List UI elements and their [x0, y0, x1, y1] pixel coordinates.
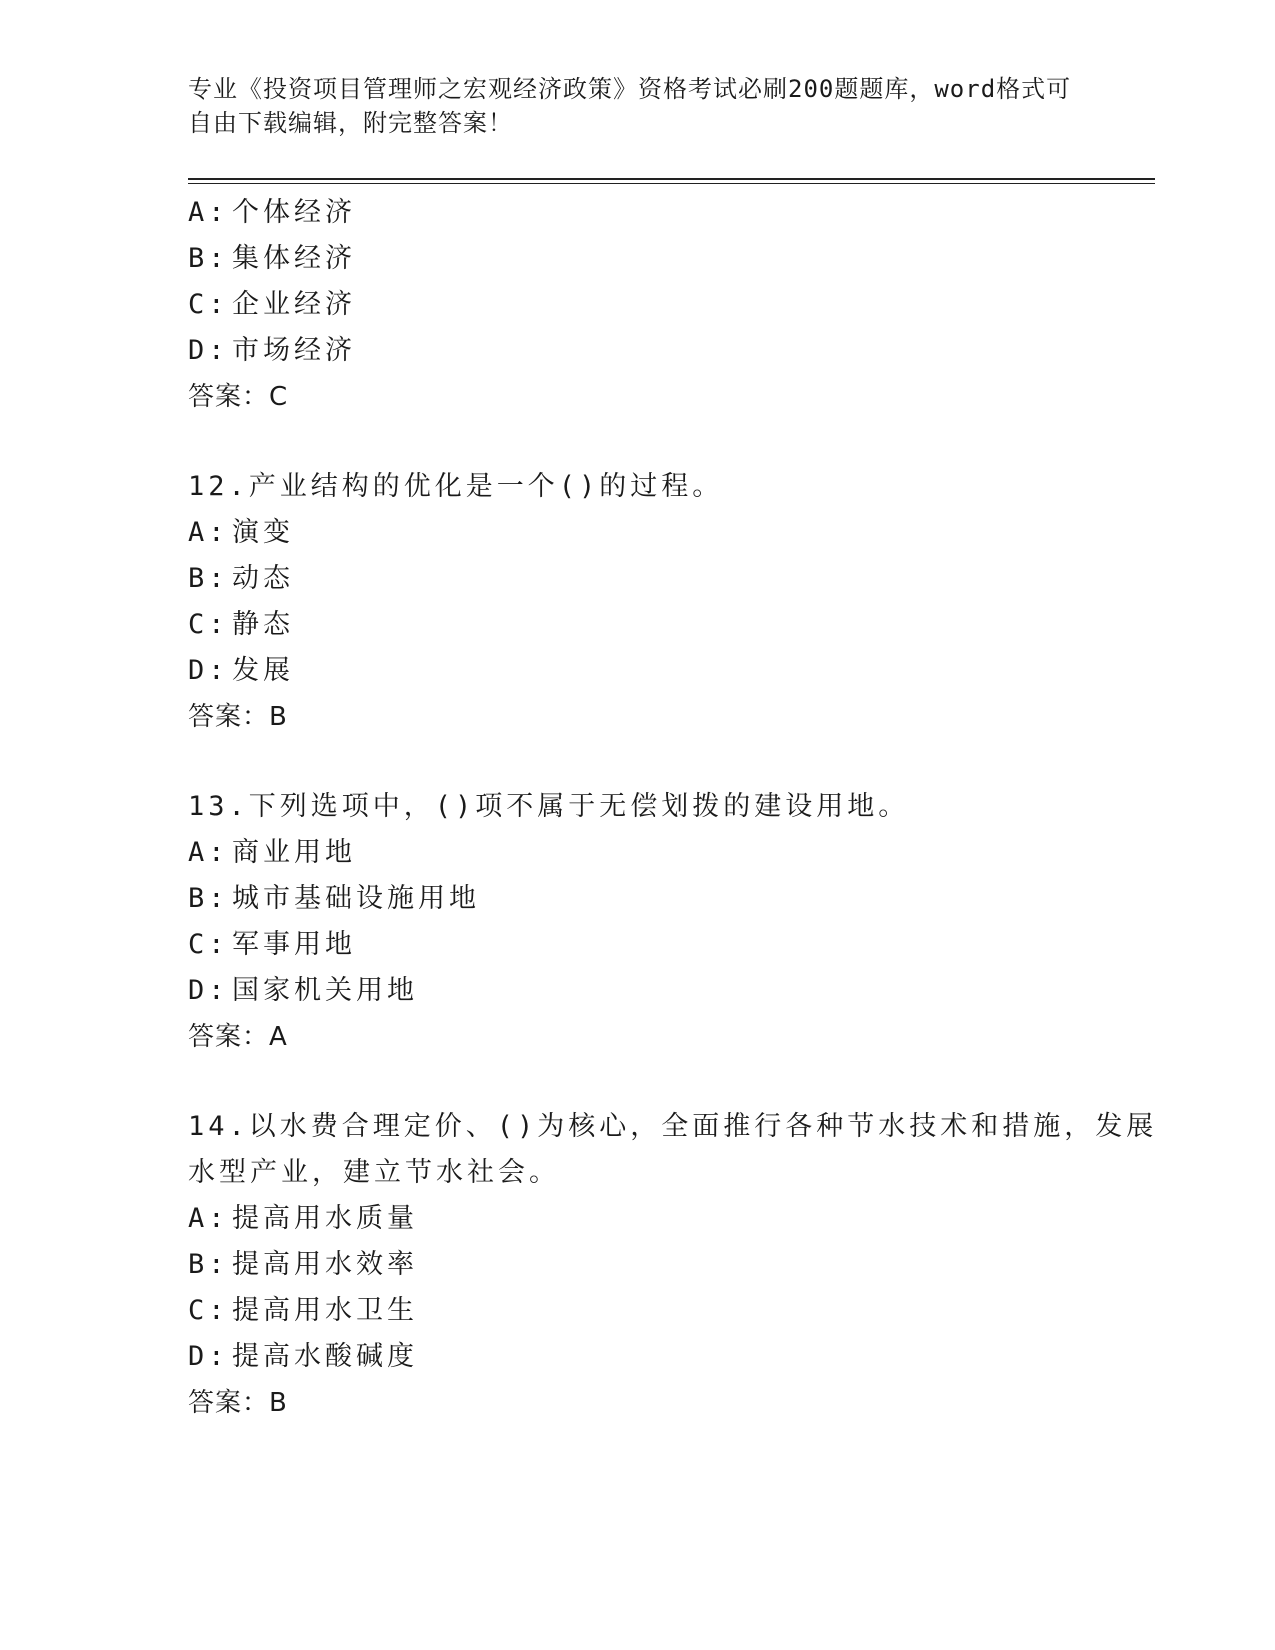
- answer-line: 答案：C: [188, 382, 289, 412]
- header-line-2: 自由下载编辑，附完整答案！: [188, 109, 513, 137]
- header-divider-thin: [188, 183, 1155, 184]
- option-c: [188, 282, 1088, 328]
- question-stem: 12.产业结构的优化是一个()的过程。: [188, 471, 724, 502]
- option-text: 静态: [232, 609, 294, 640]
- option-text: 集体经济: [232, 243, 356, 274]
- option-text: 发展: [232, 655, 294, 686]
- document-header: [188, 72, 1088, 140]
- option-b: [188, 1242, 1088, 1288]
- option-letter: D:: [188, 975, 229, 1006]
- option-b: [188, 236, 1088, 282]
- option-letter: C:: [188, 1295, 229, 1326]
- option-letter: B:: [188, 563, 229, 594]
- question-block-12: [188, 464, 1088, 740]
- option-c: [188, 602, 1088, 648]
- question-stem: 13.下列选项中，()项不属于无偿划拨的建设用地。: [188, 791, 910, 822]
- question-block-14: [188, 1104, 1158, 1426]
- option-text: 提高用水质量: [232, 1203, 418, 1234]
- option-b: [188, 876, 1088, 922]
- option-letter: C:: [188, 929, 229, 960]
- option-text: 市场经济: [232, 335, 356, 366]
- answer-line: 答案：B: [188, 702, 288, 732]
- option-letter: A:: [188, 1203, 229, 1234]
- option-text: 城市基础设施用地: [232, 883, 480, 914]
- option-a: [188, 1196, 1088, 1242]
- option-d: [188, 328, 1088, 374]
- question-block-11: [188, 190, 1088, 420]
- option-text: 国家机关用地: [232, 975, 418, 1006]
- option-text: 动态: [232, 563, 294, 594]
- option-letter: A:: [188, 837, 229, 868]
- option-letter: C:: [188, 289, 229, 320]
- question-stem-line-1: 14.以水费合理定价、()为核心，全面推行各种节水技术和措施，发展: [188, 1111, 1158, 1142]
- option-letter: D:: [188, 655, 229, 686]
- header-divider-thick: [188, 178, 1155, 180]
- option-letter: A:: [188, 517, 229, 548]
- option-letter: A:: [188, 197, 229, 228]
- option-text: 演变: [232, 517, 294, 548]
- option-d: [188, 968, 1088, 1014]
- option-text: 个体经济: [232, 197, 356, 228]
- question-block-13: [188, 784, 1088, 1060]
- option-d: [188, 1334, 1088, 1380]
- answer-line: 答案：B: [188, 1388, 288, 1418]
- option-letter: D:: [188, 1341, 229, 1372]
- option-text: 军事用地: [232, 929, 356, 960]
- option-text: 提高水酸碱度: [232, 1341, 418, 1372]
- question-list: [188, 190, 1158, 1426]
- option-b: [188, 556, 1088, 602]
- question-stem-line-2: 水型产业，建立节水社会。: [188, 1157, 560, 1188]
- header-line-1: 专业《投资项目管理师之宏观经济政策》资格考试必刷200题题库，word格式可: [188, 75, 1072, 103]
- option-a: [188, 830, 1088, 876]
- option-text: 企业经济: [232, 289, 356, 320]
- option-text: 商业用地: [232, 837, 356, 868]
- answer-line: 答案：A: [188, 1022, 288, 1052]
- option-letter: D:: [188, 335, 229, 366]
- option-c: [188, 1288, 1088, 1334]
- option-c: [188, 922, 1088, 968]
- option-text: 提高用水效率: [232, 1249, 418, 1280]
- option-letter: C:: [188, 609, 229, 640]
- option-d: [188, 648, 1088, 694]
- option-letter: B:: [188, 243, 229, 274]
- option-a: [188, 510, 1088, 556]
- option-text: 提高用水卫生: [232, 1295, 418, 1326]
- option-letter: B:: [188, 883, 229, 914]
- option-a: [188, 190, 1088, 236]
- option-letter: B:: [188, 1249, 229, 1280]
